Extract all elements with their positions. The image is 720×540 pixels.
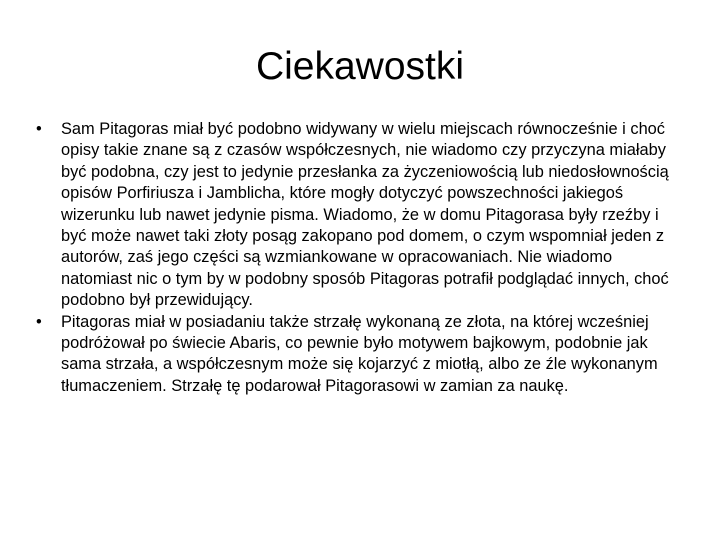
bullet-list xyxy=(36,119,676,397)
slide-title: Ciekawostki xyxy=(255,45,465,88)
bullet-item xyxy=(36,312,676,398)
bullet-text: Pitagoras miał w posiadaniu także strzałę wykonaną ze złota, na której wcześniej podróżował po świecie Abaris, co pewnie było motywem bajkowym, podobnie jak sama strzała, a współczesnym może się kojarzyć z miotłą, albo ze źle wykonanym tłumaczeniem. Strzałę tę podarował Pitagorasowi w zamian za naukę. xyxy=(61,312,658,395)
bullet-icon: • xyxy=(36,312,42,331)
bullet-text: Sam Pitagoras miał być podobno widywany w wielu miejscach równocześnie i choć opisy takie znane są z czasów współczesnych, nie wiadomo czy przyczyna miałaby być podobna, czy jest to jedynie przesłanka za życzeniowością lub niedosłownością opisów Porfiriusza i Jamblicha, które mogły dotyczyć powszechności jakiegoś wizerunku lub nawet jedynie pisma. Wiadomo, że w domu Pitagorasa były rzeźby i być może nawet taki złoty posąg zakopano pod domem, o czym wspomniał jeden z autorów, zaś jego części są wzmiankowane w opracowaniach. Nie wiadomo natomiast nic o tym by w podobny sposób Pitagoras potrafił podglądać innych, choć podobno był przewidujący. xyxy=(61,120,669,310)
bullet-icon: • xyxy=(36,120,42,138)
bullet-item xyxy=(36,119,676,312)
